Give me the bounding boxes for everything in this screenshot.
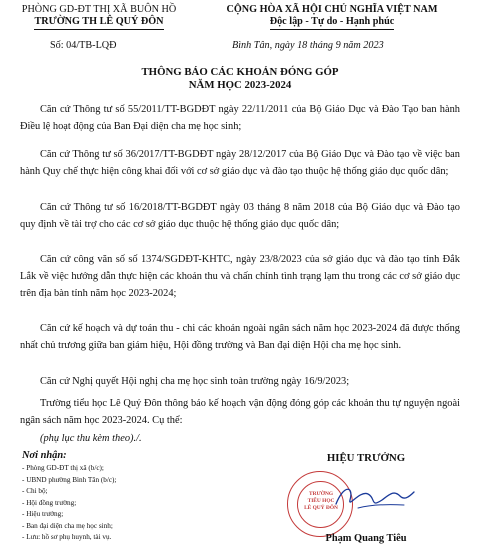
document-date: Bình Tân, ngày 18 tháng 9 năm 2023 xyxy=(232,40,384,51)
body-paragraph: Căn cứ công văn số số 1374/SGDĐT-KHTC, ngày 23/8/2023 của sở giáo dục và đào tạo tỉnh Đắk Lắk về việc hướng dẫn thực hiện các khoản thu và chấn chỉnh tình trạng lạm thu trong các cơ sở giáo dục trên địa bàn tỉnh năm học 2023-2024; xyxy=(20,254,460,299)
body-paragraph: Trường tiểu học Lê Quý Đôn thông báo kế hoạch vận động đóng góp các khoản thu tự nguyện ngoài ngân sách năm học 2023-2024. Cụ thể: xyxy=(20,398,460,426)
recipient-item: - Lưu: hồ sơ phụ huynh, tài vụ. xyxy=(22,533,112,541)
seal-line: LÊ QUÝ ĐÔN xyxy=(304,505,338,511)
body-paragraph: Căn cứ Thông tư số 36/2017/TT-BGDĐT ngày 28/12/2017 của Bộ Giáo Dục và Đào tạo về việc ban hành Quy chế thực hiện công khai đối với cơ sở giáo dục và đào tạo thuộc hệ thống giáo dục quốc dân; xyxy=(20,149,460,177)
title-line-1: THÔNG BÁO CÁC KHOẢN ĐÓNG GÓP xyxy=(141,66,339,78)
recipient-item: - Phòng GD-ĐT thị xã (b/c); xyxy=(22,464,104,472)
handwritten-signature xyxy=(330,478,420,518)
body-paragraph: Căn cứ kế hoạch và dự toán thu - chi các khoản ngoài ngân sách năm học 2023-2024 đã được thống nhất chủ trương giữa ban giám hiệu, Hội đồng trường và Ban đại diện Hội cha mẹ học sinh. xyxy=(20,323,460,351)
recipient-item: - UBND phường Bình Tân (b/c); xyxy=(22,475,117,484)
body-paragraph: Căn cứ Nghị quyết Hội nghị cha mẹ học sinh toàn trường ngày 16/9/2023; xyxy=(40,376,350,387)
header-right xyxy=(196,4,468,30)
nation-title: CỘNG HÒA XÃ HỘI CHỦ NGHĨA VIỆT NAM xyxy=(226,4,438,15)
recipient-item: - Chi bộ; xyxy=(22,487,48,495)
appendix-note: (phụ lục thu kèm theo)./. xyxy=(40,433,142,444)
header-left xyxy=(14,4,184,30)
recipient-item: - Hiệu trưởng; xyxy=(22,510,64,518)
signer-title: HIỆU TRƯỞNG xyxy=(326,452,406,464)
national-motto: Độc lập - Tự do - Hạnh phúc xyxy=(270,16,395,30)
school-name: TRƯỜNG TH LÊ QUÝ ĐÔN xyxy=(34,16,163,30)
body-paragraph: Căn cứ Thông tư số 16/2018/TT-BGDĐT ngày 03 tháng 8 năm 2018 của Bộ Giáo dục và Đào tạo quy định về tài trợ cho các cơ sở giáo dục thuộc hệ thống giáo dục quốc dân; xyxy=(20,202,460,230)
signer-name: Phạm Quang Tiêu xyxy=(325,533,407,544)
recipient-item: - Hội đồng trường; xyxy=(22,498,77,507)
seal-line: TRƯỜNG xyxy=(308,491,334,497)
seal-line: TIỂU HỌC xyxy=(307,498,335,504)
document-number: Số: 04/TB-LQĐ xyxy=(50,40,117,51)
body-paragraph: Căn cứ Thông tư số 55/2011/TT-BGDĐT ngày 22/11/2011 của Bộ Giáo Dục và Đào Tạo ban hành Điều lệ hoạt động của Ban Đại diện cha mẹ học sinh; xyxy=(20,104,460,132)
agency-name: PHÒNG GD-ĐT THỊ XÃ BUÔN HỒ xyxy=(21,4,177,15)
recipients-heading: Nơi nhận: xyxy=(22,450,67,461)
recipient-item: - Ban đại diện cha mẹ học sinh; xyxy=(22,521,113,530)
recipients-list xyxy=(22,463,116,544)
document-title xyxy=(20,66,460,92)
title-line-2: NĂM HỌC 2023-2024 xyxy=(188,79,292,91)
